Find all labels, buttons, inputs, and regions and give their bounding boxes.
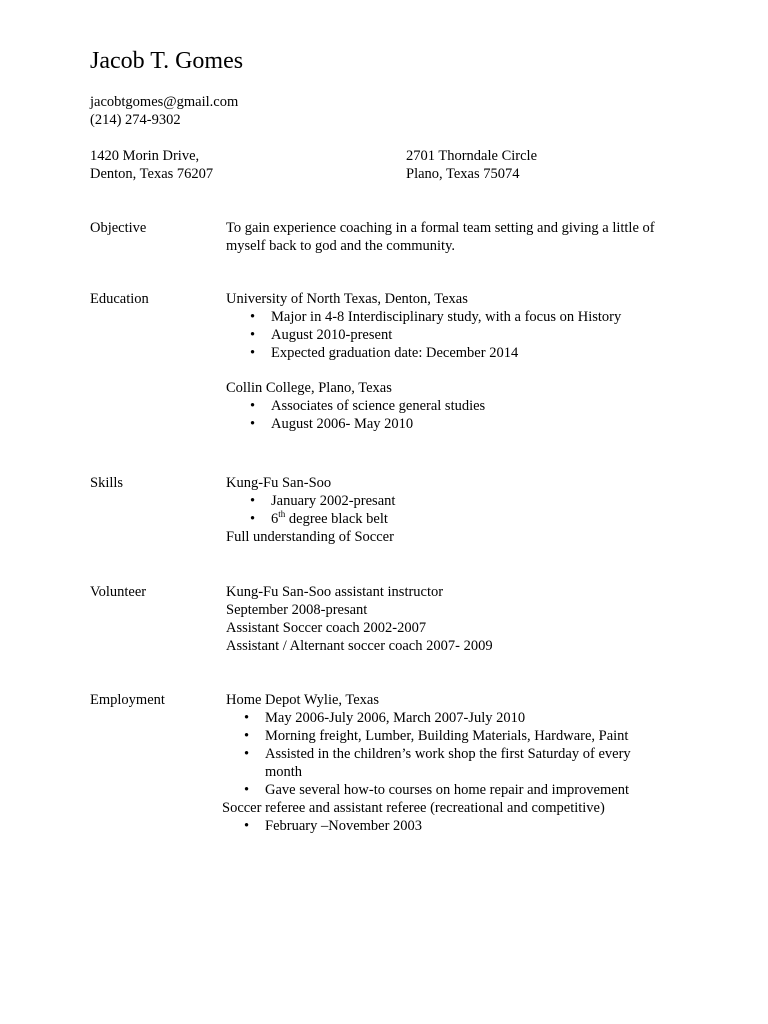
volunteer-line: Assistant Soccer coach 2002-2007 <box>226 620 427 636</box>
volunteer-body <box>226 583 493 655</box>
list-item: • Morning freight, Lumber, Building Materials, Hardware, Paint <box>244 727 665 745</box>
volunteer-line: Kung-Fu San-Soo assistant instructor <box>226 584 444 600</box>
list-item: • August 2010-present <box>250 326 621 344</box>
address-left-city: Denton, Texas 76207 <box>90 166 214 182</box>
employment-label: Employment <box>90 692 165 708</box>
skill-soccer: Full understanding of Soccer <box>226 529 394 545</box>
volunteer-line: Assistant / Alternant soccer coach 2007- 2009 <box>226 638 493 654</box>
skill-kungfu: Kung-Fu San-Soo <box>226 475 332 491</box>
school-collin: Collin College, Plano, Texas <box>226 380 392 396</box>
list-item: • August 2006- May 2010 <box>250 415 621 433</box>
objective-body <box>226 219 655 255</box>
belt-degree-text: degree black belt <box>285 511 388 527</box>
skills-body <box>226 474 395 546</box>
list-item: • February –November 2003 <box>244 817 665 835</box>
address-left <box>90 147 213 183</box>
job-soccer-referee-list <box>226 817 665 835</box>
address-left-street: 1420 Morin Drive, <box>90 148 200 164</box>
list-item: • Expected graduation date: December 2014 <box>250 344 621 362</box>
list-item <box>250 510 395 528</box>
list-item: • Major in 4-8 Interdisciplinary study, with a focus on History <box>250 308 621 326</box>
skill-kungfu-list <box>226 492 395 528</box>
address-right <box>406 147 537 183</box>
list-item: • May 2006-July 2006, March 2007-July 2010 <box>244 709 665 727</box>
volunteer-line: September 2008-presant <box>226 602 368 618</box>
school-unt: University of North Texas, Denton, Texas <box>226 291 468 307</box>
skills-label: Skills <box>90 475 124 491</box>
job-home-depot: Home Depot Wylie, Texas <box>226 692 380 708</box>
job-home-depot-list <box>226 709 665 799</box>
email-address: jacobtgomes@gmail.com <box>90 94 239 110</box>
resume-name: Jacob T. Gomes <box>90 48 244 74</box>
education-label: Education <box>90 291 149 307</box>
school-unt-list <box>226 308 621 362</box>
address-right-street: 2701 Thorndale Circle <box>406 148 538 164</box>
school-collin-list <box>226 397 621 433</box>
volunteer-label: Volunteer <box>90 584 147 600</box>
list-item: • Associates of science general studies <box>250 397 621 415</box>
employment-body <box>222 691 665 835</box>
phone-number: (214) 274-9302 <box>90 112 181 128</box>
list-item: • Gave several how-to courses on home repair and improvement <box>244 781 665 799</box>
objective-line-1: To gain experience coaching in a formal team setting and giving a little of <box>226 220 655 236</box>
education-body <box>226 290 621 433</box>
list-item: • Assisted in the children’s work shop the first Saturday of every month <box>244 745 665 781</box>
objective-line-2: myself back to god and the community. <box>226 238 455 254</box>
list-item: • January 2002-presant <box>250 492 395 510</box>
address-right-city: Plano, Texas 75074 <box>406 166 520 182</box>
job-soccer-referee: Soccer referee and assistant referee (recreational and competitive) <box>222 800 605 816</box>
belt-degree-number: 6 <box>271 511 279 527</box>
contact-info <box>90 93 238 129</box>
belt-degree-suffix: th <box>278 509 286 520</box>
objective-label: Objective <box>90 220 147 236</box>
